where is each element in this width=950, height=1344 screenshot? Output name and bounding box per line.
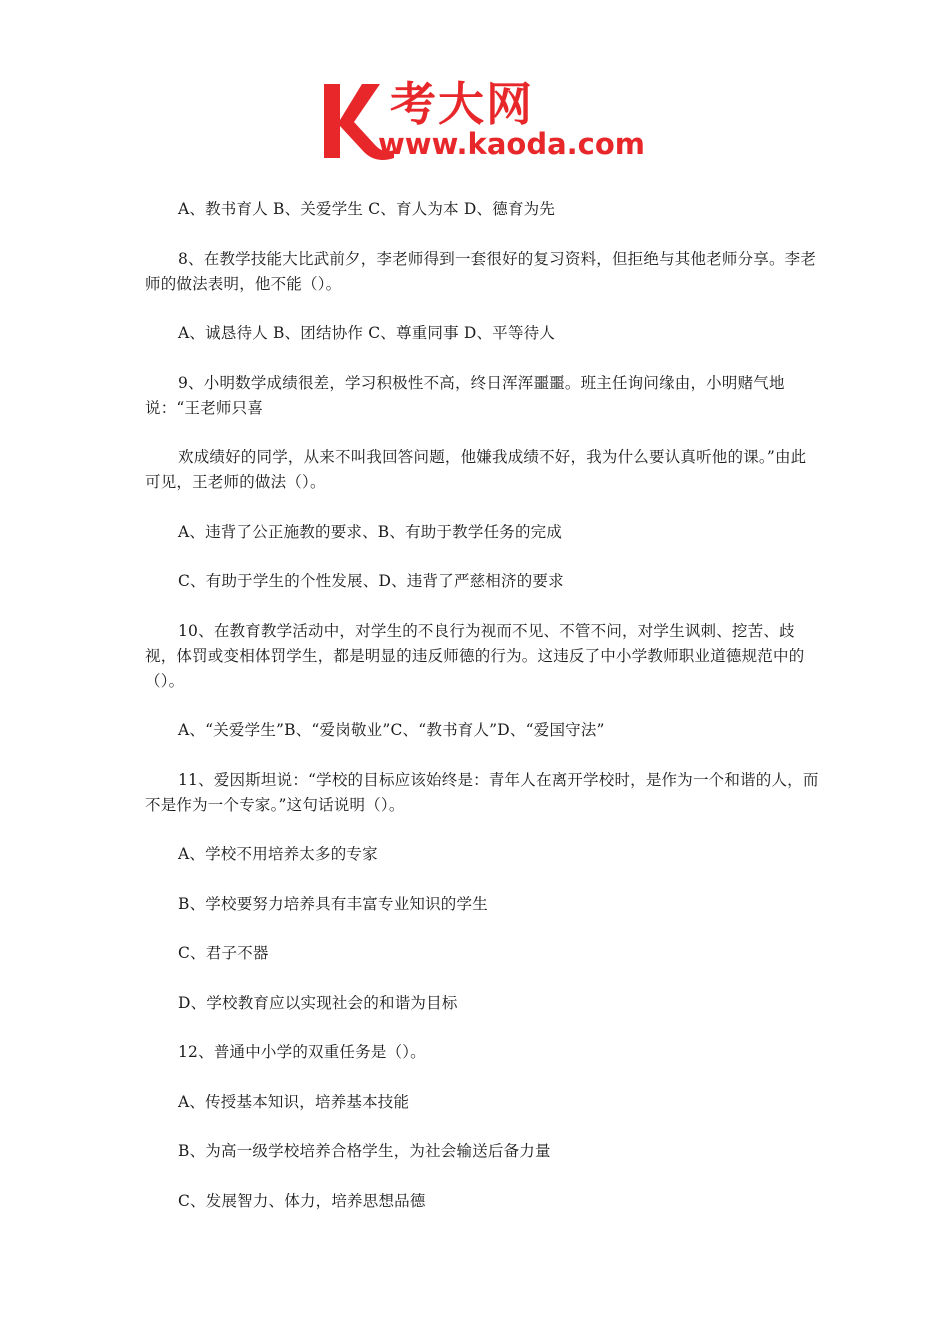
paragraph-q11-option-a: A、学校不用培养太多的专家 bbox=[178, 845, 378, 863]
paragraph-q12: 12、普通中小学的双重任务是（）。 bbox=[178, 1043, 426, 1061]
paragraph-q12-option-c: C、发展智力、体力，培养思想品德 bbox=[178, 1191, 426, 1210]
paragraph-q12-option-b: B、为高一级学校培养合格学生，为社会输送后备力量 bbox=[178, 1142, 551, 1160]
paragraph-q7-options: A、教书育人 B、关爱学生 C、育人为本 D、德育为先 bbox=[178, 200, 556, 218]
paragraph-q11: 11、爱因斯坦说：“学校的目标应该始终是：青年人在离开学校时，是作为一个和谐的人，而不是作为一个专家。”这句话说明（）。 bbox=[145, 770, 819, 814]
paragraph-q10-options: A、“关爱学生”B、“爱岗敬业”C、“教书育人”D、“爱国守法” bbox=[178, 721, 605, 739]
paragraph-q11-option-c: C、君子不器 bbox=[178, 944, 269, 962]
paragraph-q10: 10、在教育教学活动中，对学生的不良行为视而不见、不管不问，对学生讽刺、挖苦、歧视，体罚或变相体罚学生，都是明显的违反师德的行为。这违反了中小学教师职业道德规范中的（）。 bbox=[145, 621, 805, 690]
logo-url-text: www.kaoda.com bbox=[378, 127, 645, 161]
kaoda-logo bbox=[318, 78, 648, 162]
document-body bbox=[145, 197, 820, 1238]
paragraph-q11-option-d: D、学校教育应以实现社会的和谐为目标 bbox=[178, 993, 458, 1012]
logo-chinese-text: 考大网 bbox=[390, 77, 534, 131]
paragraph-q8-options: A、诚恳待人 B、团结协作 C、尊重同事 D、平等待人 bbox=[178, 324, 556, 342]
paragraph-q9-part2: 欢成绩好的同学，从来不叫我回答问题，他嫌我成绩不好，我为什么要认真听他的课。”由此可见，王老师的做法（）。 bbox=[145, 448, 807, 491]
paragraph-q8: 8、在教学技能大比武前夕，李老师得到一套很好的复习资料，但拒绝与其他老师分享。李老师的做法表明，他不能（）。 bbox=[145, 249, 817, 293]
paragraph-q9-options-ab: A、违背了公正施教的要求、B、有助于教学任务的完成 bbox=[178, 522, 563, 541]
paragraph-q12-option-a: A、传授基本知识，培养基本技能 bbox=[178, 1092, 410, 1111]
paragraph-q9-part1: 9、小明数学成绩很差，学习积极性不高，终日浑浑噩噩。班主任询问缘由，小明赌气地说：“王老师只喜 bbox=[145, 373, 785, 417]
paragraph-q11-option-b: B、学校要努力培养具有丰富专业知识的学生 bbox=[178, 894, 488, 913]
paragraph-q9-options-cd: C、有助于学生的个性发展、D、违背了严慈相济的要求 bbox=[178, 572, 564, 590]
